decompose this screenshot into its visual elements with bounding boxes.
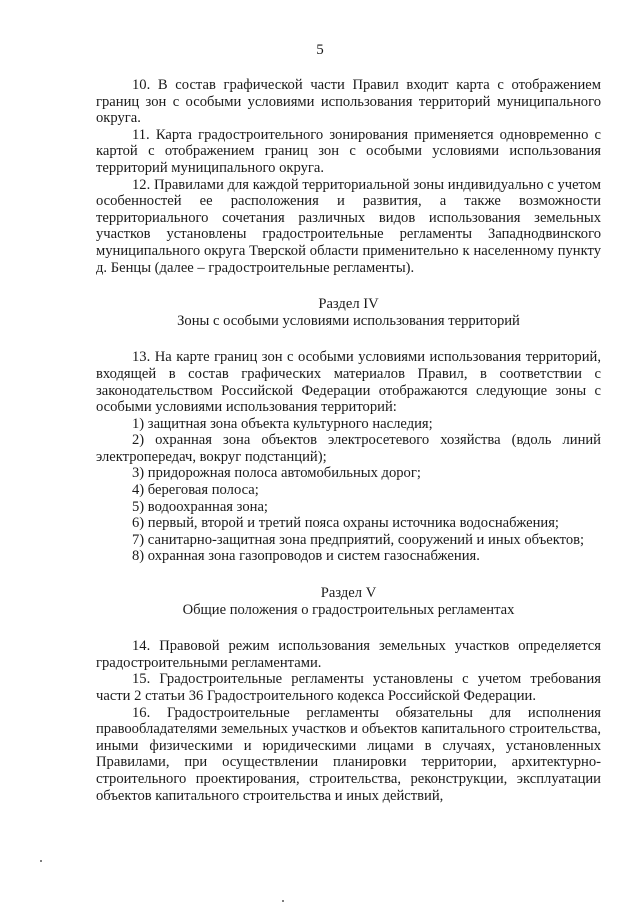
zone-list-item: 8) охранная зона газопроводов и систем газоснабжения. (132, 548, 480, 565)
paragraph-12: 12. Правилами для каждой территориальной зоны индивидуально с учетом особенностей ее расположения и развития, а также возможности территориального сочетания различных видов использования земельных участков установлены градостроительные регламенты Западнодвинского муниципального округа Тверской области применительно к населенному пункту д. Бенцы (далее – градостроительные регламенты). (96, 176, 601, 276)
zone-list-item: 5) водоохранная зона; (132, 498, 268, 515)
zone-list-item: 4) береговая полоса; (132, 482, 259, 499)
section-4-heading: Раздел IV (318, 296, 379, 313)
scan-speck (40, 860, 42, 862)
paragraph-16: 16. Градостроительные регламенты обязательны для исполнения правообладателями земельных участков и объектов капитального строительства, иными физическими и юридическими лицами в случаях, установленных Правилами, при осуществлении планировки территории, архитектурно-строительного проектирования, строительства, реконструкции, эксплуатации объектов капитального строительства и иных действий, (96, 704, 601, 804)
paragraph-14: 14. Правовой режим использования земельных участков определяется градостроительными регламентами. (96, 638, 601, 671)
zone-list-item: 3) придорожная полоса автомобильных дорог; (132, 465, 421, 482)
zone-list-item: 2) охранная зона объектов электросетевого хозяйства (вдоль линий электропередач, вокруг подстанций); (96, 432, 601, 465)
section-4-title: Зоны с особыми условиями использования территорий (177, 312, 520, 329)
paragraph-10: 10. В состав графической части Правил входит карта с отображением границ зон с особыми условиями использования территорий муниципального округа. (96, 77, 601, 127)
section-5-heading: Раздел V (320, 585, 377, 602)
document-body (96, 77, 601, 804)
paragraph-15: 15. Градостроительные регламенты установлены с учетом требования части 2 статьи 36 Градостроительного кодекса Российской Федерации. (96, 671, 601, 704)
zone-list-item: 7) санитарно-защитная зона предприятий, сооружений и иных объектов; (132, 531, 585, 548)
zone-list-item: 1) защитная зона объекта культурного наследия; (132, 415, 433, 432)
scan-speck (282, 900, 284, 902)
paragraph-13: 13. На карте границ зон с особыми условиями использования территорий, входящей в состав графических материалов Правил, в соответствии с законодательством Российской Федерации отображаются следующие зоны с особыми условиями использования территорий: (96, 349, 601, 416)
section-5-title: Общие положения о градостроительных регламентах (182, 601, 515, 618)
zone-list-item: 6) первый, второй и третий пояса охраны источника водоснабжения; (132, 515, 559, 532)
page-number: 5 (316, 42, 324, 58)
paragraph-11: 11. Карта градостроительного зонирования применяется одновременно с картой с отображением границ зон с особыми условиями использования территорий муниципального округа. (96, 126, 601, 176)
